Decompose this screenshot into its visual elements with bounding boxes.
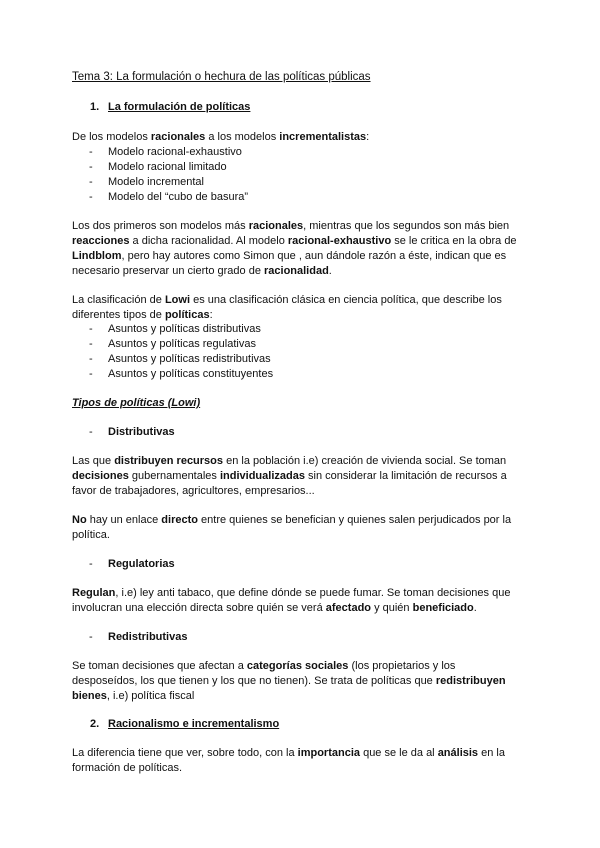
list-dash: - bbox=[89, 176, 93, 188]
paragraph-line bbox=[72, 689, 194, 704]
model-item: Modelo racional-exhaustivo bbox=[108, 146, 242, 158]
model-item: Modelo racional limitado bbox=[108, 161, 227, 173]
text: De los modelos bbox=[72, 131, 151, 143]
text: Las que bbox=[72, 455, 115, 467]
policy-item: Asuntos y políticas redistributivas bbox=[108, 353, 271, 365]
bold-text: racionales bbox=[248, 220, 304, 232]
paragraph-line bbox=[72, 601, 477, 616]
list-dash: - bbox=[89, 368, 93, 380]
bold-text: afectado bbox=[325, 602, 372, 614]
text: necesario preservar un cierto grado de bbox=[72, 265, 264, 277]
list-dash: - bbox=[89, 426, 93, 438]
text: sin considerar la limitación de recursos a bbox=[304, 470, 507, 482]
text: es una clasificación clásica en ciencia política, que describe los bbox=[190, 294, 502, 306]
text: (los propietarios y los bbox=[348, 660, 456, 672]
list-dash: - bbox=[89, 146, 93, 158]
bold-text: Regulan bbox=[72, 587, 116, 599]
paragraph-line: política. bbox=[72, 529, 110, 541]
text: a los modelos bbox=[205, 131, 280, 143]
paragraph-line bbox=[72, 513, 511, 528]
bold-text: distribuyen recursos bbox=[114, 455, 224, 467]
bold-text: racionalidad bbox=[264, 265, 329, 277]
redistributivas-heading: Redistributivas bbox=[108, 631, 188, 643]
bold-text: redistribuyen bbox=[435, 675, 506, 687]
paragraph-line bbox=[72, 249, 506, 264]
text: La diferencia tiene que ver, sobre todo, con la bbox=[72, 747, 298, 759]
paragraph-line bbox=[72, 454, 506, 469]
section-1-number: 1. bbox=[90, 101, 100, 113]
text: La clasificación de bbox=[72, 294, 165, 306]
paragraph-line: favor de trabajadores, agricultores, empresarios... bbox=[72, 485, 315, 497]
text: : bbox=[366, 131, 370, 143]
text: . bbox=[473, 602, 477, 614]
list-dash: - bbox=[89, 323, 93, 335]
paragraph-line bbox=[72, 234, 517, 249]
regulatorias-heading: Regulatorias bbox=[108, 558, 175, 570]
paragraph-line bbox=[72, 469, 507, 484]
paragraph-line bbox=[72, 219, 509, 234]
document-title: Tema 3: La formulación o hechura de las políticas públicas bbox=[72, 71, 371, 83]
bold-text: categorías sociales bbox=[246, 660, 349, 672]
text: involucran una elección directa sobre quién se verá bbox=[72, 602, 326, 614]
model-item: Modelo incremental bbox=[108, 176, 204, 188]
text: diferentes tipos de bbox=[72, 309, 165, 321]
tipos-heading: Tipos de políticas (Lowi) bbox=[72, 397, 201, 409]
list-dash: - bbox=[89, 353, 93, 365]
policy-item: Asuntos y políticas constituyentes bbox=[108, 368, 274, 380]
policy-item: Asuntos y políticas distributivas bbox=[108, 323, 261, 335]
text: , pero hay autores como Simon que , aun dándole razón a éste, indican que es bbox=[121, 250, 507, 262]
bold-text: incrementalistas bbox=[279, 131, 367, 143]
text: a dicha racionalidad. Al modelo bbox=[129, 235, 288, 247]
text: Los dos primeros son modelos más bbox=[72, 220, 249, 232]
bold-text: individualizadas bbox=[219, 470, 305, 482]
text: , mientras que los segundos son más bien bbox=[303, 220, 510, 232]
text: desposeídos, los que tienen y los que no tienen). Se trata de políticas que bbox=[72, 675, 436, 687]
bold-text: beneficiado bbox=[412, 602, 474, 614]
list-dash: - bbox=[89, 558, 93, 570]
text: que se le da al bbox=[360, 747, 438, 759]
model-item: Modelo del “cubo de basura” bbox=[108, 191, 249, 203]
paragraph-line bbox=[72, 264, 332, 279]
section-1-title: La formulación de políticas bbox=[108, 101, 251, 113]
bold-text: racional-exhaustivo bbox=[287, 235, 392, 247]
bold-text: políticas bbox=[164, 309, 210, 321]
paragraph-line bbox=[72, 293, 502, 308]
list-dash: - bbox=[89, 338, 93, 350]
bold-text: No bbox=[72, 514, 87, 526]
list-dash: - bbox=[89, 631, 93, 643]
bold-text: Lowi bbox=[164, 294, 191, 306]
text: gubernamentales bbox=[128, 470, 220, 482]
text: y quién bbox=[371, 602, 413, 614]
bold-text: análisis bbox=[437, 747, 479, 759]
text: Se toman decisiones que afectan a bbox=[72, 660, 247, 672]
bold-text: directo bbox=[161, 514, 198, 526]
text: , i.e) ley anti tabaco, que define dónde se puede fumar. Se toman decisiones que bbox=[115, 587, 511, 599]
text: en la bbox=[478, 747, 505, 759]
list-dash: - bbox=[89, 191, 93, 203]
paragraph-line bbox=[72, 308, 213, 323]
section-2-title: Racionalismo e incrementalismo bbox=[108, 718, 280, 730]
intro-line bbox=[72, 130, 369, 145]
paragraph-line bbox=[72, 586, 510, 601]
bold-text: reacciones bbox=[72, 235, 130, 247]
paragraph-line: formación de políticas. bbox=[72, 762, 183, 774]
text: en la población i.e) creación de vivienda social. Se toman bbox=[223, 455, 507, 467]
text: entre quienes se benefician y quienes salen perjudicados por la bbox=[197, 514, 512, 526]
text: , i.e) política fiscal bbox=[106, 690, 195, 702]
text: . bbox=[328, 265, 332, 277]
policy-item: Asuntos y políticas regulativas bbox=[108, 338, 256, 350]
text: : bbox=[209, 309, 213, 321]
text: se le critica en la obra de bbox=[391, 235, 517, 247]
text: hay un enlace bbox=[86, 514, 162, 526]
paragraph-line bbox=[72, 674, 506, 689]
bold-text: importancia bbox=[297, 747, 361, 759]
paragraph-line bbox=[72, 746, 505, 761]
section-2-number: 2. bbox=[90, 718, 100, 730]
bold-text: racionales bbox=[150, 131, 206, 143]
bold-text: decisiones bbox=[72, 470, 129, 482]
distributivas-heading: Distributivas bbox=[108, 426, 175, 438]
bold-text: bienes bbox=[72, 690, 107, 702]
paragraph-line bbox=[72, 659, 455, 674]
bold-text: Lindblom bbox=[72, 250, 122, 262]
list-dash: - bbox=[89, 161, 93, 173]
